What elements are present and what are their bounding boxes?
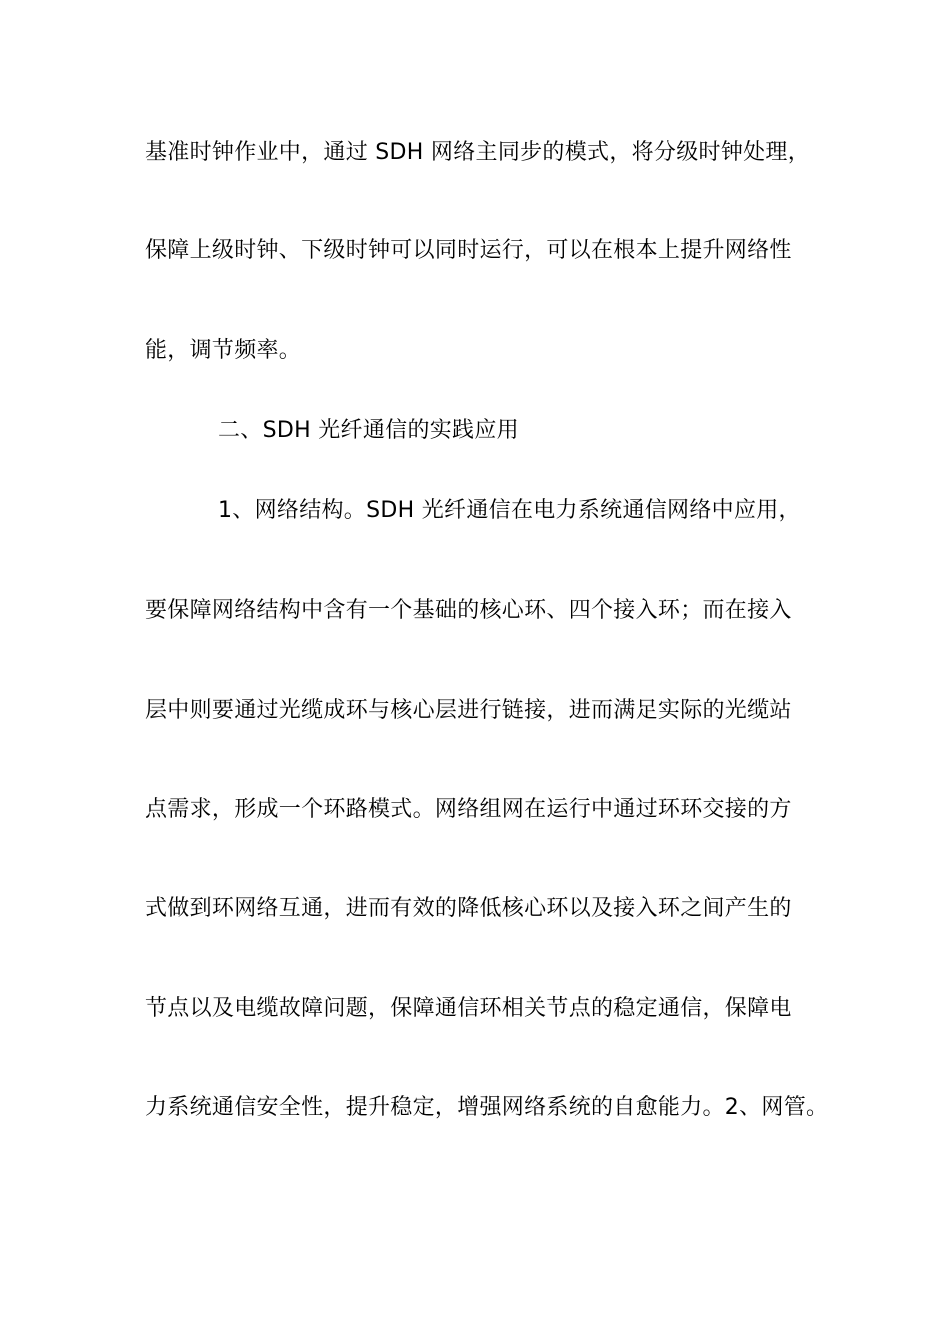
section-heading: 二、SDH 光纤通信的实践应用 (218, 418, 519, 443)
paragraph-line-8: 式做到环网络互通，进而有效的降低核心环以及接入环之间产生的 (145, 896, 792, 921)
paragraph-line-2: 保障上级时钟、下级时钟可以同时运行，可以在根本上提升网络性 (145, 238, 792, 263)
paragraph-line-5: 要保障网络结构中含有一个基础的核心环、四个接入环；而在接入 (145, 598, 792, 623)
paragraph-line-1: 基准时钟作业中，通过 SDH 网络主同步的模式，将分级时钟处理， (145, 140, 811, 165)
paragraph-line-3: 能，调节频率。 (145, 338, 302, 363)
paragraph-line-10: 力系统通信安全性，提升稳定，增强网络系统的自愈能力。2、网管。 (145, 1095, 829, 1120)
paragraph-line-6: 层中则要通过光缆成环与核心层进行链接，进而满足实际的光缆站 (145, 698, 792, 723)
paragraph-line-7: 点需求，形成一个环路模式。网络组网在运行中通过环环交接的方 (145, 797, 792, 822)
paragraph-line-4: 1、网络结构。SDH 光纤通信在电力系统通信网络中应用， (218, 498, 801, 523)
paragraph-line-9: 节点以及电缆故障问题，保障通信环相关节点的稳定通信，保障电 (145, 996, 792, 1021)
